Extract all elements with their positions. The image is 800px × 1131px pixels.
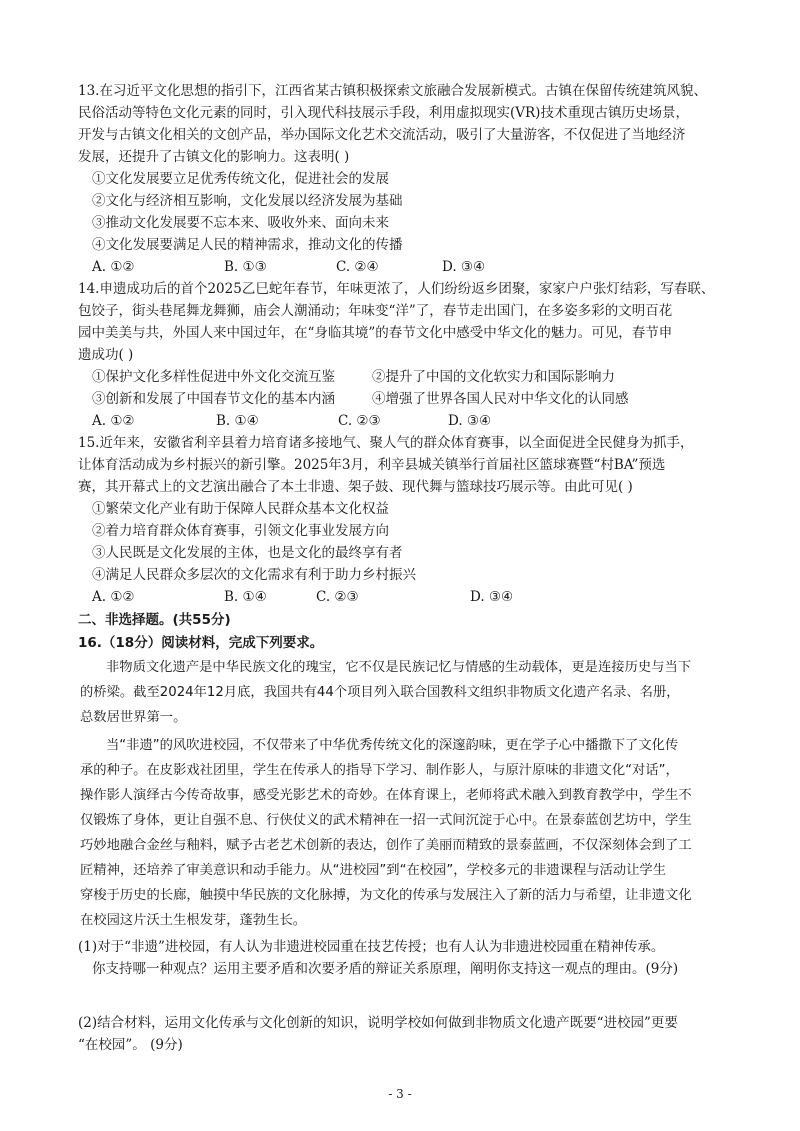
option-b: B. ①③ (224, 259, 267, 275)
q14-statement: ①保护文化多样性促进中外文化交流互鉴 (92, 369, 335, 385)
q15-statement: ②着力培育群众体育赛事，引领文化事业发展方向 (92, 523, 389, 539)
q15-statement: ①繁荣文化产业有助于保障人民群众基本文化权益 (92, 501, 389, 517)
q14-statement: ④增强了世界各国人民对中华文化的认同感 (372, 391, 629, 407)
q14-statements-row (92, 366, 750, 388)
q14-stem-line: 包饺子，街头巷尾舞龙舞狮，庙会人潮涌动；年味变“洋”了，春节走出国门，在多姿多彩的文明百花 (78, 303, 673, 319)
q13-options (92, 256, 750, 278)
material-line: 在校园这片沃土生根发芽，蓬勃生长。 (80, 913, 307, 928)
material-line: 的桥梁。截至2024年12月底，我国共有44个项目列入联合国教科文组织非物质文化遗产名录、名册， (80, 685, 680, 700)
q14-stem-line: 遗成功( ) (78, 347, 134, 363)
option-d: D. ③④ (470, 589, 514, 605)
option-d: D. ③④ (448, 413, 492, 429)
option-b: B. ①④ (224, 589, 267, 605)
q14-statement: ③创新和发展了中国春节文化的基本内涵 (92, 391, 335, 407)
material-line: 当“非遗”的风吹进校园，不仅带来了中华优秀传统文化的深邃韵味，更在学子心中播撒下了文化传 (106, 738, 679, 753)
q14-statement: ②提升了中国的文化软实力和国际影响力 (372, 369, 615, 385)
material-line: 非物质文化遗产是中华民族文化的瑰宝，它不仅是民族记忆与情感的生动载体，更是连接历史与当下 (106, 660, 692, 675)
q15-stem-line: 赛，其开幕式上的文艺演出融合了本土非遗、架子鼓、现代舞与篮球技巧展示等。由此可见( ) (78, 479, 633, 495)
material-line: 穿梭于历史的长廊，触摸中华民族的文化脉搏，为文化的传承与发展注入了新的活力与希望，让非遗文化 (80, 888, 692, 903)
option-a: A. ①② (92, 259, 135, 275)
option-c: C. ②③ (338, 413, 381, 429)
q16-sub1-line: (1)对于“非遗”进校园，有人认为非遗进校园重在技艺传授；也有人认为非遗进校园重在精神传承。 (78, 939, 665, 955)
option-c: C. ②③ (316, 589, 359, 605)
q16-sub2-line: “在校园”。 (9分) (78, 1037, 183, 1053)
q15-stem-line: 让体育活动成为乡村振兴的新引擎。2025年3月，利辛县城关镇举行首届社区篮球赛暨“村BA”预选 (78, 457, 666, 473)
q14-stem-line: 园中美美与共，外国人来中国过年，在“身临其境”的春节文化中感受中华文化的魅力。可见，春节申 (78, 325, 673, 341)
q13-stem-line: 民俗活动等特色文化元素的同时，引入现代科技展示手段，利用虚拟现实(VR)技术重现古镇历史场景， (78, 105, 689, 121)
q16-sub1-line: 你支持哪一种观点？运用主要矛盾和次要矛盾的辩证关系原理，阐明你支持这一观点的理由。(9分) (92, 961, 679, 977)
material-line: 总数居世界第一。 (80, 710, 187, 725)
q13-statement: ②文化与经济相互影响，文化发展以经济发展为基础 (92, 193, 403, 209)
section-title: 二、非选择题。(共55分) (78, 612, 231, 628)
material-line: 操作影人演绎古今传奇故事，感受光影艺术的奇妙。在体育课上，老师将武术融入到教育教学中，学生不 (80, 788, 692, 803)
option-c: C. ②④ (336, 259, 379, 275)
q13-statement: ③推动文化发展要不忘本来、吸收外来、面向未来 (92, 215, 389, 231)
q15-options (92, 586, 750, 608)
q13-stem-line: 13.在习近平文化思想的指引下，江西省某古镇积极探索文旅融合发展新模式。古镇在保留传统建筑风貌、 (78, 83, 707, 99)
option-a: A. ①② (92, 413, 135, 429)
option-b: B. ①④ (216, 413, 259, 429)
q14-statements-row (92, 388, 750, 410)
material-line: 匠精神，还培养了审美意识和动手能力。从“进校园”到“在校园”，学校多元的非遗课程与活动让学生 (80, 863, 667, 878)
q13-statement: ④文化发展要满足人民的精神需求，推动文化的传播 (92, 237, 403, 253)
material-line: 仅锻炼了身体，更让自强不息、行侠仗义的武术精神在一招一式间沉淀于心中。在景泰蓝创艺坊中，学生 (80, 813, 692, 828)
q13-stem-line: 开发与古镇文化相关的文创产品，举办国际文化艺术交流活动，吸引了大量游客，不仅促进了当地经济 (78, 127, 686, 143)
q14-options (92, 410, 750, 432)
option-a: A. ①② (92, 589, 135, 605)
q16-header: 16.（18分）阅读材料，完成下列要求。 (78, 635, 324, 651)
q13-statement: ①文化发展要立足优秀传统文化，促进社会的发展 (92, 171, 389, 187)
material-line: 承的种子。在皮影戏社团里，学生在传承人的指导下学习、制作影人，与原汁原味的非遗文化“对话”， (80, 763, 679, 778)
q15-statement: ④满足人民群众多层次的文化需求有利于助力乡村振兴 (92, 567, 416, 583)
q14-stem-line: 14.申遗成功后的首个2025乙巳蛇年春节，年味更浓了，人们纷纷返乡团聚，家家户户张灯结彩，写春联、 (78, 281, 715, 297)
q15-stem-line: 15.近年来，安徽省利辛县着力培育诸多接地气、聚人气的群众体育赛事，以全面促进全民健身为抓手， (78, 435, 694, 451)
option-d: D. ③④ (442, 259, 486, 275)
page-number: - 3 - (388, 1087, 412, 1101)
q16-sub2-line: (2)结合材料，运用文化传承与文化创新的知识，说明学校如何做到非物质文化遗产既要“进校园”更要 (78, 1015, 678, 1031)
material-line: 巧妙地融合金丝与釉料，赋予古老艺术创新的表达，创作了美丽而精致的景泰蓝画，不仅深刻体会到了工 (80, 838, 692, 853)
q15-statement: ③人民既是文化发展的主体，也是文化的最终享有者 (92, 545, 403, 561)
q13-stem-line: 发展，还提升了古镇文化的影响力。这表明( ) (78, 149, 350, 165)
